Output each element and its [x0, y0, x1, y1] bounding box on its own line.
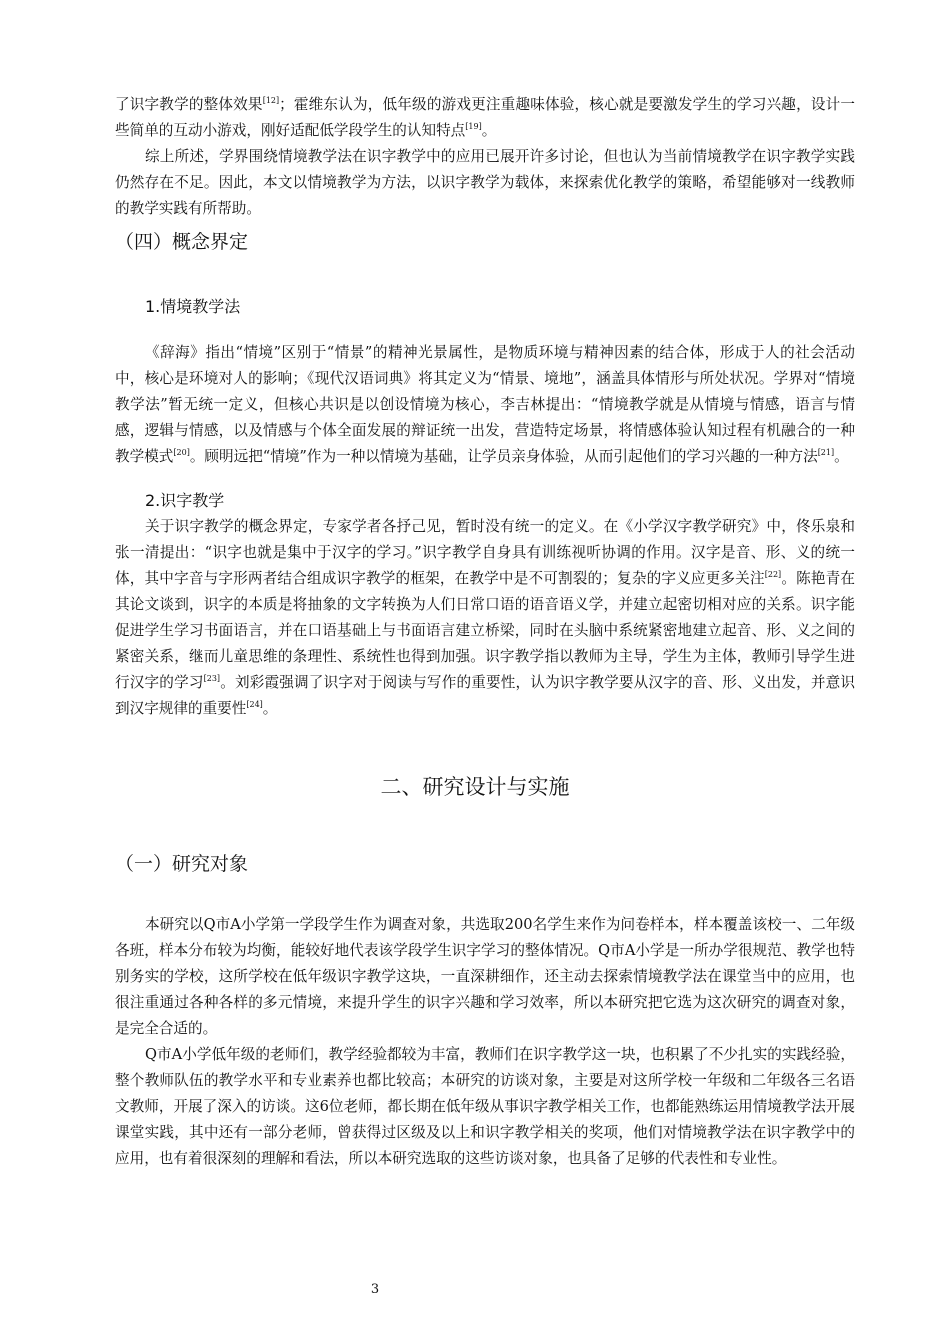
citation-ref: [12]: [262, 96, 280, 106]
citation-ref: [20]: [173, 448, 190, 458]
heading-research-subjects: （一）研究对象: [115, 853, 249, 875]
citation-ref: [22]: [764, 570, 782, 580]
chapter-title-research-design: 二、研究设计与实施: [380, 775, 570, 799]
text-run: Q市A小学低年级的老师们，教学经验都较为丰富，教师们在识字教学这一块，也积累了不少扎实的实践经验，整个教师队伍的教学水平和专业素养也都比较高；本研究的访谈对象，主要是对这所学校一年级和二年级各三名语文教师，开展了深入的访谈。这6位老师，都长期在低年级从事识字教学相关工作，也都能熟练运用情境教学法开展课堂实践，其中还有一部分老师，曾获得过区级及以上和识字教学相关的奖项，他们对情境教学法在识字教学中的应用，也有着很深刻的理解和看法，所以本研究选取的这些访谈对象，也具备了足够的代表性和专业性。: [115, 1046, 855, 1167]
subheading-situational-teaching: 1.情境教学法: [145, 297, 241, 316]
paragraph-situational-teaching-definition: [115, 340, 855, 470]
page-number: 3: [370, 1282, 380, 1297]
text-run: 。: [834, 448, 849, 465]
text-run: 关于识字教学的概念界定，专家学者各抒己见，暂时没有统一的定义。在《小学汉字教学研究》中，佟乐泉和张一清提出：“识字也就是集中于汉字的学习。”识字教学自身具有训练视听协调的作用。汉字是音、形、义的统一体，其中字音与字形两者结合组成识字教学的框架，在教学中是不可割裂的；复杂的字义应更多关注: [115, 518, 855, 587]
heading-concept-definition: （四）概念界定: [115, 231, 249, 253]
text-run: 。顾明远把“情境”作为一种以情境为基础，让学员亲身体验，从而引起他们的学习兴趣的一种方法: [189, 448, 818, 465]
citation-ref: [24]: [246, 700, 263, 710]
subheading-literacy-teaching: 2.识字教学: [145, 491, 225, 510]
text-run: 综上所述，学界围绕情境教学法在识字教学中的应用已展开许多讨论，但也认为当前情境教学在识字教学实践仍然存在不足。因此，本文以情境教学为方法，以识字教学为载体，来探索优化教学的策略，希望能够对一线教师的教学实践有所帮助。: [115, 148, 855, 217]
text-run: 。: [262, 700, 278, 717]
paragraph-previous-studies-end: [115, 92, 855, 144]
text-run: 本研究以Q市A小学第一学段学生作为调查对象，共选取200名学生来作为问卷样本，样本覆盖该校一、二年级各班，样本分布较为均衡，能较好地代表该学段学生识字学习的整体情况。Q市A小学是一所办学很规范、教学也特别务实的学校，这所学校在低年级识字教学这块，一直深耕细作，还主动去探索情境教学法在课堂当中的应用，也很注重通过各种各样的多元情境，来提升学生的识字兴趣和学习效率，所以本研究把它选为这次研究的调查对象，是完全合适的。: [115, 916, 855, 1037]
text-run: 。刘彩霞强调了识字对于阅读与写作的重要性，认为识字教学要从汉字的音、形、义出发，并意识到汉字规律的重要性: [115, 674, 855, 717]
text-run: ；霍维东认为，低年级的游戏更注重趣味体验，核心就是要激发学生的学习兴趣，设计一些简单的互动小游戏，刚好适配低学段学生的认知特点: [115, 96, 855, 139]
paragraph-teacher-subjects: [115, 1042, 855, 1172]
citation-ref: [19]: [465, 122, 482, 132]
citation-ref: [21]: [817, 448, 835, 458]
text-run: 《辞海》指出“情境”区别于“情景”的精神光景属性，是物质环境与精神因素的结合体，形成于人的社会活动中，核心是环境对人的影响；《现代汉语词典》将其定义为“情景、境地”，涵盖具体情形与所处状况。学界对“情境教学法”暂无统一定义，但核心共识是以创设情境为核心，李吉林提出：“情境教学就是从情境与情感，语言与情感，逻辑与情感，以及情感与个体全面发展的辩证统一出发，营造特定场景，将情感体验认知过程有机融合的一种教学模式: [115, 344, 855, 465]
paragraph-literacy-teaching-definition: [115, 514, 855, 722]
text-run: 了识字教学的整体效果: [115, 96, 263, 113]
paragraph-student-subjects: [115, 912, 855, 1042]
citation-ref: [23]: [203, 674, 221, 684]
text-run: 。陈艳青在其论文谈到，识字的本质是将抽象的文字转换为人们日常口语的语音语义学，并建立起密切相对应的关系。识字能促进学生学习书面语言，并在口语基础上与书面语言建立桥梁，同时在头脑中系统紧密地建立起音、形、义之间的紧密关系，继而儿童思维的条理性、系统性也得到加强。识字教学指以教师为主导，学生为主体，教师引导学生进行汉字的学习: [115, 570, 855, 691]
paragraph-summary: [115, 144, 855, 222]
text-run: 。: [481, 122, 497, 139]
